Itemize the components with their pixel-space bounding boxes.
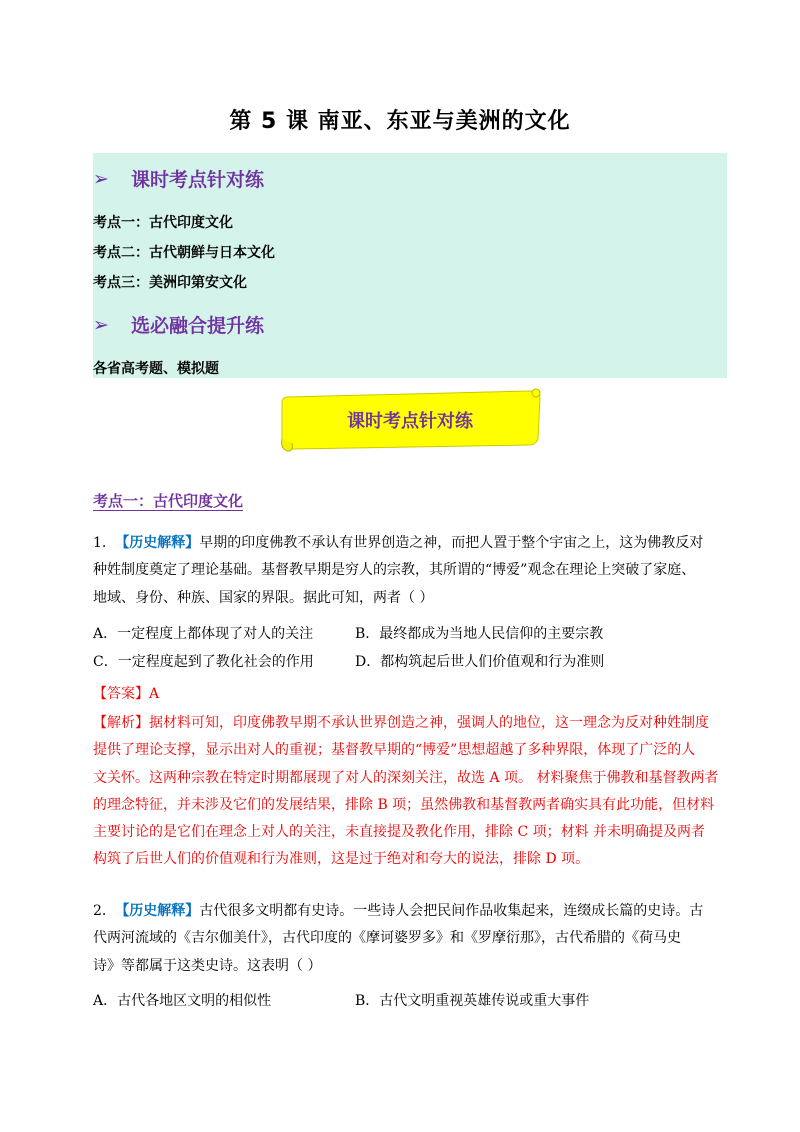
option-a[interactable]: A．一定程度上都体现了对人的关注 <box>93 626 314 642</box>
toc-item-exam[interactable]: 各省高考题、模拟题 <box>93 361 219 377</box>
option-a[interactable]: A．古代各地区文明的相似性 <box>93 993 272 1009</box>
section-banner <box>278 387 542 453</box>
question-tag: 【历史解释】 <box>115 903 200 919</box>
question-2 <box>93 898 733 980</box>
page-title: 第 5 课 南亚、东亚与美洲的文化 <box>229 109 571 134</box>
question-number: 2. <box>93 903 107 919</box>
option-row <box>93 649 733 676</box>
question-number: 1. <box>93 535 107 551</box>
toc-item-1[interactable]: 考点一：古代印度文化 <box>93 215 233 231</box>
toc-item-2[interactable]: 考点二：古代朝鲜与日本文化 <box>93 245 275 261</box>
toc-heading-advanced: ➢ 选必融合提升练 <box>93 313 265 337</box>
option-b[interactable]: B．古代文明重视英雄传说或重大事件 <box>355 993 590 1009</box>
option-c[interactable]: C．一定程度起到了教化社会的作用 <box>93 654 314 670</box>
question-line: 1. 【历史解释】早期的印度佛教不承认有世界创造之神，而把人置于整个宇宙之上，这为佛教反对 <box>93 535 704 551</box>
answer-value: A <box>149 686 160 702</box>
option-b[interactable]: B．最终都成为当地人民信仰的主要宗教 <box>355 626 604 642</box>
question-1 <box>93 530 733 612</box>
option-row <box>93 621 733 648</box>
question-line: 地域、身份、种族、国家的界限。据此可知，两者（ ） <box>93 589 434 606</box>
question-line: 种姓制度奠定了理论基础。基督教早期是穷人的宗教，其所谓的“博爱”观念在理论上突破了家庭、 <box>93 562 696 579</box>
question-line: 2. 【历史解释】古代很多文明都有史诗。一些诗人会把民间作品收集起来，连缀成长篇的史诗。古 <box>93 903 704 919</box>
question-line: 诗》等都属于这类史诗。这表明（ ） <box>93 957 322 974</box>
option-row <box>93 988 733 1015</box>
analysis-line: 主要讨论的是它们在理念上对人的关注，未直接提及教化作用，排除 C 项；材料 并未明确提及两者 <box>93 824 706 841</box>
analysis-line: 的理念特征，并未涉及它们的发展结果，排除 B 项；虽然佛教和基督教两者确实具有此功能，但材料 <box>93 796 715 813</box>
analysis-line: 提供了理论支撑，显示出对人的重视；基督教早期的“博爱”思想超越了多种界限，体现了广泛的人 <box>93 742 696 759</box>
toc-item-3[interactable]: 考点三：美洲印第安文化 <box>93 275 247 291</box>
arrow-right-icon: ➢ <box>93 313 109 336</box>
answer: 【答案】A <box>93 686 160 702</box>
banner-title: 课时考点针对练 <box>347 411 473 432</box>
analysis-line: 构筑了后世人们的价值观和行为准则，这是过于绝对和夸大的说法，排除 D 项。 <box>93 851 590 868</box>
question-line: 代两河流域的《吉尔伽美什》，古代印度的《摩诃婆罗多》和《罗摩衍那》，古代希腊的《荷马史 <box>93 930 681 947</box>
table-of-contents <box>93 153 727 378</box>
analysis-line: 文关怀。这两种宗教在特定时期都展现了对人的深刻关注，故选 A 项。 材料聚焦于佛教和基督教两者 <box>93 769 719 786</box>
analysis <box>93 710 733 874</box>
arrow-right-icon: ➢ <box>93 167 109 190</box>
analysis-line: 【解析】据材料可知，印度佛教早期不承认世界创造之神，强调人的地位，这一理念为反对种姓制度 <box>93 715 709 731</box>
toc-heading-practice: ➢ 课时考点针对练 <box>93 167 265 191</box>
option-d[interactable]: D．都构筑起后世人们价值观和行为准则 <box>355 654 605 670</box>
section-title: 考点一：古代印度文化 <box>93 492 244 510</box>
question-tag: 【历史解释】 <box>115 535 200 551</box>
